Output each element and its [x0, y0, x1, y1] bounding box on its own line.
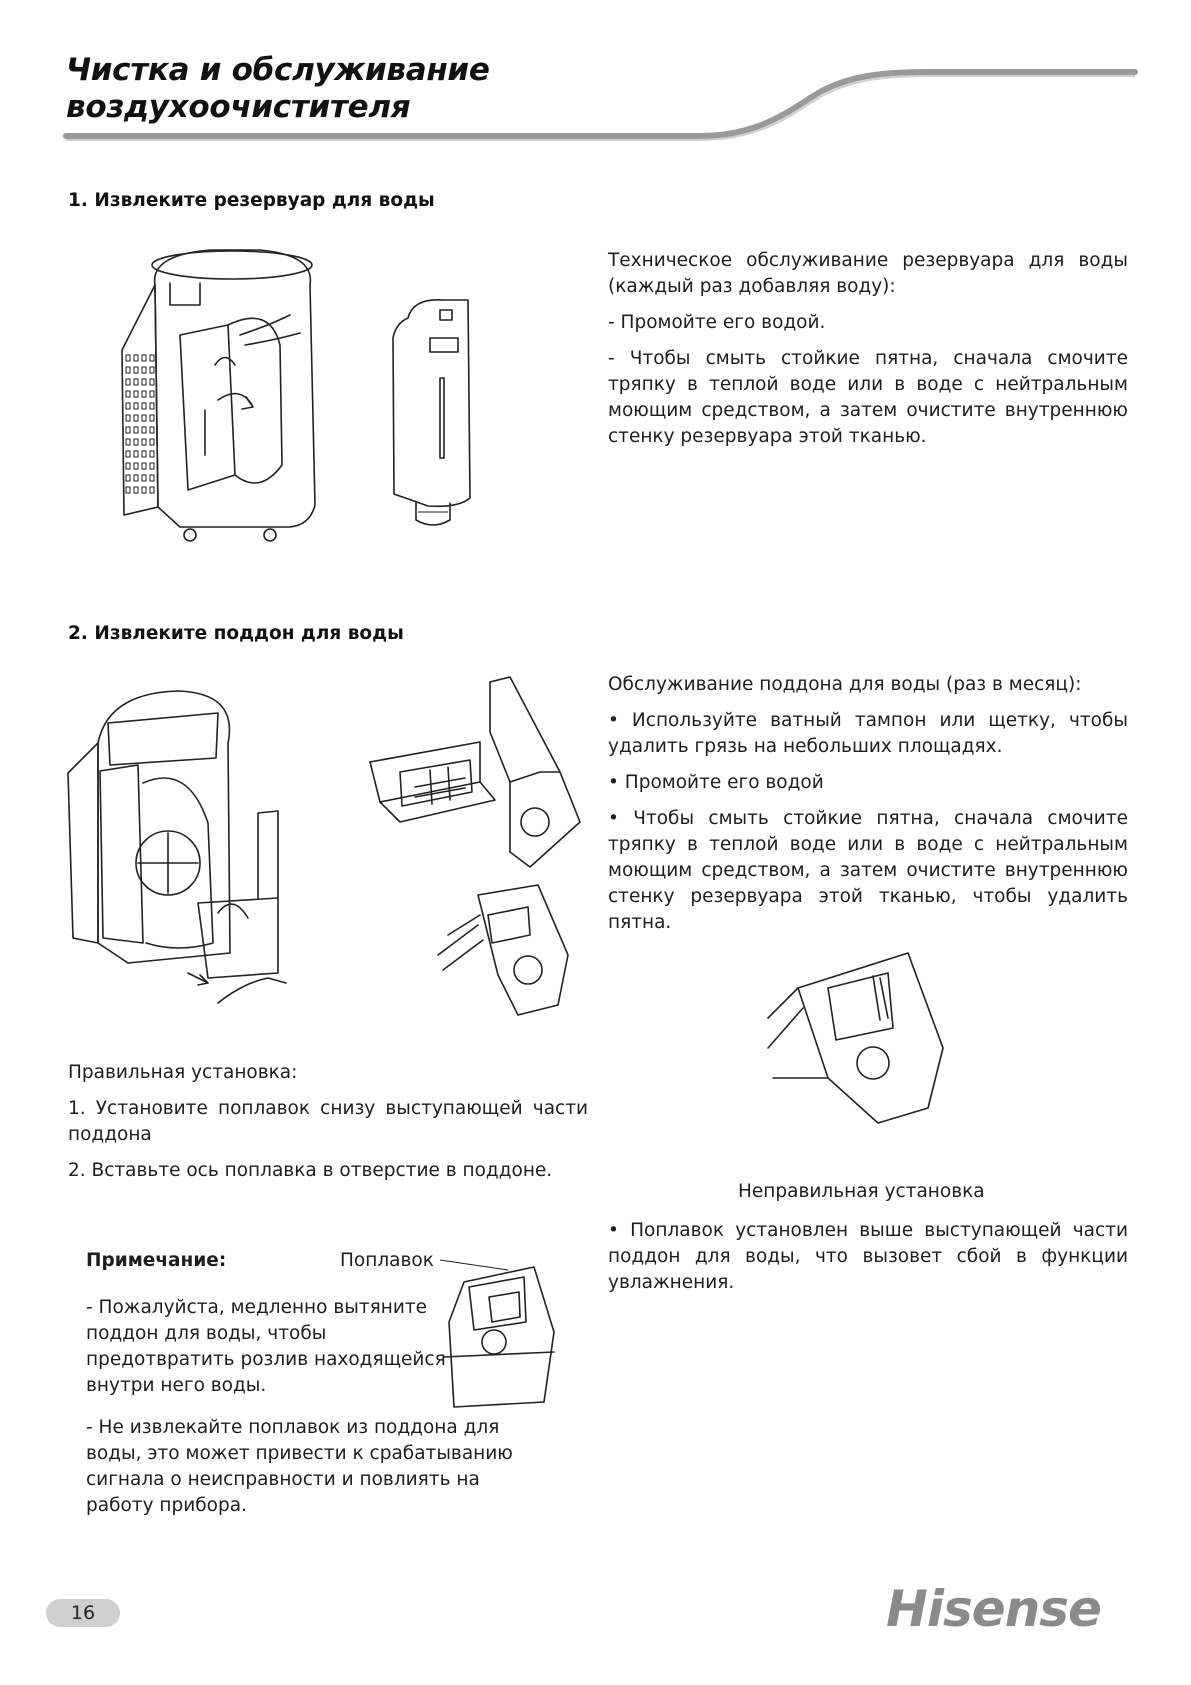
purifier-tray-removal-illustration: [68, 683, 308, 1023]
water-tank-illustration: [388, 298, 478, 538]
section-1-paragraph: Техническое обслуживание резервуара для воды (каждый раз добавляя воду):: [608, 250, 1128, 297]
brand-logo: Hisense: [886, 1580, 1101, 1638]
page-title-line-1: Чистка и обслуживание: [66, 52, 490, 88]
note-items: [86, 1295, 513, 1529]
correct-installation-label: Правильная установка:: [68, 1062, 298, 1083]
water-tray-open-illustration: [360, 672, 580, 872]
page-number-badge: 16: [46, 1599, 120, 1627]
header-swoosh: [0, 0, 1191, 160]
incorrect-installation-paragraph: • Поплавок установлен выше выступающей части поддон для воды, что вызовет сбой в функции увлажнения.: [608, 1220, 1128, 1293]
section-2-heading: 2. Извлеките поддон для воды: [68, 623, 404, 644]
note-item: - Не извлекайте поплавок из поддона для воды, это может привести к срабатыванию сигнала о неисправности и повлиять на работу прибора.: [86, 1417, 513, 1516]
incorrect-installation-illustration: [768, 948, 948, 1128]
section-2-text: [608, 672, 1128, 946]
section-2-paragraph: • Используйте ватный тампон или щетку, чтобы удалить грязь на небольших площадях.: [608, 710, 1128, 757]
note-item: - Пожалуйста, медленно вытяните поддон для воды, чтобы предотвратить розлив находящейся внутри него воды.: [86, 1297, 446, 1396]
note-label: Примечание:: [86, 1250, 227, 1271]
incorrect-installation-caption: Неправильная установка: [738, 1181, 985, 1202]
section-2-paragraph: • Чтобы смыть стойкие пятна, сначала смочите тряпку в теплой воде или в воде с нейтральным моющим средством, а затем очистите внутреннюю стенку резервуара этой тканью, чтобы удалить пятна.: [608, 808, 1128, 933]
correct-installation-illustration: [444, 1262, 564, 1412]
purifier-tank-removal-illustration: [110, 245, 350, 555]
section-1-text: [608, 248, 1128, 460]
float-label: Поплавок: [340, 1250, 434, 1271]
section-1-paragraph: - Промойте его водой.: [608, 312, 826, 333]
page-title-line-2: воздухоочистителя: [66, 89, 411, 125]
section-2-paragraph: • Промойте его водой: [608, 772, 824, 793]
water-tray-detail-illustration: [438, 875, 588, 1015]
section-2-paragraph: Обслуживание поддона для воды (раз в месяц):: [608, 674, 1082, 695]
correct-installation-step: 1. Установите поплавок снизу выступающей части поддона: [68, 1098, 588, 1145]
correct-installation: [68, 1060, 588, 1194]
section-1-heading: 1. Извлеките резервуар для воды: [68, 190, 435, 211]
incorrect-installation-text: [608, 1218, 1128, 1306]
section-1-paragraph: - Чтобы смыть стойкие пятна, сначала смочите тряпку в теплой воде или в воде с нейтральным моющим средством, а затем очистите внутреннюю стенку резервуара этой тканью.: [608, 348, 1128, 447]
correct-installation-step: 2. Вставьте ось поплавка в отверстие в поддоне.: [68, 1160, 553, 1181]
